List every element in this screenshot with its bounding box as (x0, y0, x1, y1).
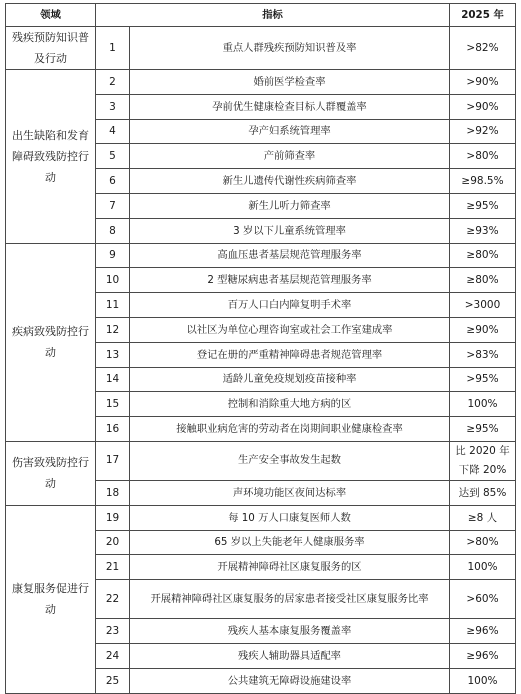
table-row (6, 441, 516, 480)
indicator-cell: 3 岁以下儿童系统管理率 (130, 218, 450, 243)
target-cell: >83% (450, 342, 516, 367)
row-number: 25 (96, 668, 130, 693)
target-cell: >90% (450, 70, 516, 95)
row-number: 13 (96, 342, 130, 367)
indicator-cell: 控制和消除重大地方病的区 (130, 392, 450, 417)
row-number: 16 (96, 417, 130, 442)
row-number: 6 (96, 169, 130, 194)
indicator-cell: 产前筛查率 (130, 144, 450, 169)
row-number: 11 (96, 293, 130, 318)
indicator-cell: 声环境功能区夜间达标率 (130, 480, 450, 505)
indicator-cell: 婚前医学检查率 (130, 70, 450, 95)
row-number: 18 (96, 480, 130, 505)
target-cell: ≥96% (450, 643, 516, 668)
row-number: 17 (96, 441, 130, 480)
row-number: 15 (96, 392, 130, 417)
domain-cell: 康复服务促进行动 (6, 505, 96, 693)
indicator-cell: 孕前优生健康检查目标人群覆盖率 (130, 94, 450, 119)
target-cell: >95% (450, 367, 516, 392)
row-number: 12 (96, 317, 130, 342)
row-number: 5 (96, 144, 130, 169)
indicator-cell: 公共建筑无障碍设施建设率 (130, 668, 450, 693)
row-number: 4 (96, 119, 130, 144)
indicator-cell: 接触职业病危害的劳动者在岗期间职业健康检查率 (130, 417, 450, 442)
indicator-cell: 适龄儿童免疫规划疫苗接种率 (130, 367, 450, 392)
table-row (6, 70, 516, 95)
target-cell: >3000 (450, 293, 516, 318)
indicator-cell: 开展精神障碍社区康复服务的居家患者接受社区康复服务比率 (130, 580, 450, 619)
target-cell: >92% (450, 119, 516, 144)
target-cell: 达到 85% (450, 480, 516, 505)
domain-cell: 出生缺陷和发育障碍致残防控行动 (6, 70, 96, 244)
target-cell: ≥80% (450, 243, 516, 268)
target-cell: ≥98.5% (450, 169, 516, 194)
header-indicator: 指标 (96, 4, 450, 27)
row-number: 10 (96, 268, 130, 293)
indicator-cell: 2 型糖尿病患者基层规范管理服务率 (130, 268, 450, 293)
indicator-cell: 残疾人基本康复服务覆盖率 (130, 619, 450, 644)
target-cell: ≥96% (450, 619, 516, 644)
target-cell: ≥93% (450, 218, 516, 243)
row-number: 20 (96, 530, 130, 555)
row-number: 23 (96, 619, 130, 644)
target-cell: ≥80% (450, 268, 516, 293)
table-row (6, 243, 516, 268)
target-cell: ≥8 人 (450, 505, 516, 530)
target-cell: >80% (450, 530, 516, 555)
header-year: 2025 年 (450, 4, 516, 27)
row-number: 8 (96, 218, 130, 243)
target-cell: >60% (450, 580, 516, 619)
target-cell: 100% (450, 555, 516, 580)
header-domain: 领域 (6, 4, 96, 27)
row-number: 2 (96, 70, 130, 95)
domain-cell: 疾病致残防控行动 (6, 243, 96, 441)
indicator-cell: 每 10 万人口康复医师人数 (130, 505, 450, 530)
indicator-table-wrapper (5, 3, 516, 694)
target-cell: >82% (450, 27, 516, 70)
domain-cell: 残疾预防知识普及行动 (6, 27, 96, 70)
row-number: 9 (96, 243, 130, 268)
row-number: 7 (96, 193, 130, 218)
row-number: 24 (96, 643, 130, 668)
indicator-cell: 以社区为单位心理咨询室或社会工作室建成率 (130, 317, 450, 342)
row-number: 19 (96, 505, 130, 530)
indicator-cell: 生产安全事故发生起数 (130, 441, 450, 480)
indicator-cell: 残疾人辅助器具适配率 (130, 643, 450, 668)
table-row (6, 505, 516, 530)
row-number: 21 (96, 555, 130, 580)
indicator-cell: 65 岁以上失能老年人健康服务率 (130, 530, 450, 555)
table-row (6, 27, 516, 70)
target-cell: >80% (450, 144, 516, 169)
indicator-cell: 重点人群残疾预防知识普及率 (130, 27, 450, 70)
indicator-cell: 高血压患者基层规范管理服务率 (130, 243, 450, 268)
domain-cell: 伤害致残防控行动 (6, 441, 96, 505)
row-number: 22 (96, 580, 130, 619)
target-cell: ≥95% (450, 193, 516, 218)
row-number: 1 (96, 27, 130, 70)
target-cell: ≥90% (450, 317, 516, 342)
header-row (6, 4, 516, 27)
indicator-cell: 百万人口白内障复明手术率 (130, 293, 450, 318)
indicator-table (5, 3, 516, 694)
target-cell: 比 2020 年下降 20% (450, 441, 516, 480)
indicator-cell: 登记在册的严重精神障碍患者规范管理率 (130, 342, 450, 367)
target-cell: ≥95% (450, 417, 516, 442)
indicator-cell: 新生儿遗传代谢性疾病筛查率 (130, 169, 450, 194)
indicator-cell: 新生儿听力筛查率 (130, 193, 450, 218)
row-number: 14 (96, 367, 130, 392)
target-cell: 100% (450, 392, 516, 417)
target-cell: 100% (450, 668, 516, 693)
indicator-cell: 孕产妇系统管理率 (130, 119, 450, 144)
row-number: 3 (96, 94, 130, 119)
target-cell: >90% (450, 94, 516, 119)
indicator-cell: 开展精神障碍社区康复服务的区 (130, 555, 450, 580)
